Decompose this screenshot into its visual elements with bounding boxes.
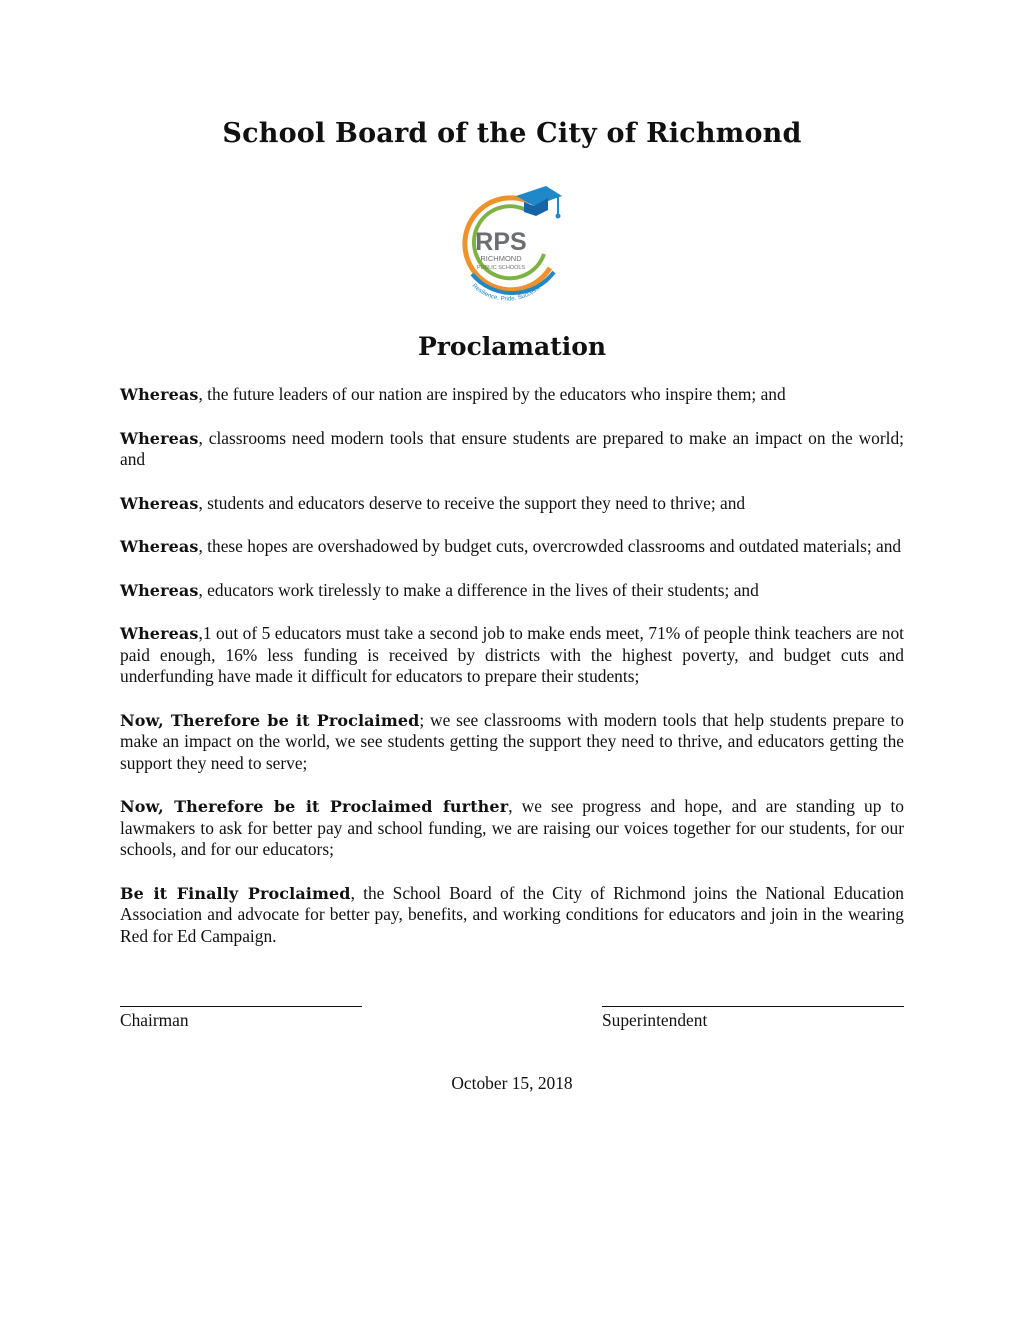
logo-tagline-path: Resilience. Pride. Success. (470, 282, 542, 303)
clause-keyword: Whereas (120, 428, 199, 448)
clause-7 (120, 710, 904, 775)
clause-text: , these hopes are overshadowed by budget cuts, overcrowded classrooms and outdated materials; and (198, 536, 902, 556)
clause-1 (120, 384, 904, 406)
clause-text: ,1 out of 5 educators must take a second job to make ends meet, 71% of people think teachers are not paid enough, 16% less funding is received by districts with the highest poverty, and budget cuts and underfunding have made it difficult for educators to prepare their students; (120, 623, 904, 686)
logo-name-line2: PUBLIC SCHOOLS (476, 265, 526, 271)
clause-text: , we see progress and hope, and are standing up to lawmakers to ask for better pay and school funding, we are raising our voices together for our students, for our schools, and for our educators; (120, 796, 904, 859)
clause-keyword: Whereas (120, 580, 199, 600)
logo-name-line1: RICHMOND (480, 254, 522, 263)
proclamation-date: October 15, 2018 (451, 1073, 573, 1093)
clause-3 (120, 493, 904, 515)
clause-keyword: Whereas (120, 493, 199, 513)
clause-keyword: Whereas (120, 624, 199, 643)
clause-4 (120, 536, 904, 558)
clause-5 (120, 580, 904, 602)
clause-text: , classrooms need modern tools that ensure students are prepared to make an impact on the world; and (120, 427, 904, 469)
superintendent-signature-line (602, 1006, 904, 1007)
chairman-signature-line (120, 1006, 362, 1007)
clause-keyword: Whereas (120, 385, 199, 404)
clause-text: , educators work tirelessly to make a difference in the lives of their students; and (198, 579, 759, 600)
proclamation-heading: Proclamation (417, 332, 607, 361)
proclamation-body (120, 384, 904, 969)
clause-9 (120, 883, 904, 948)
clause-2 (120, 428, 904, 471)
document-title: School Board of the City of Richmond (222, 118, 802, 149)
clause-text: , students and educators deserve to receive the support they need to thrive; and (198, 492, 746, 513)
logo-abbr: RPS (475, 228, 527, 256)
clause-text: ; we see classrooms with modern tools that help students prepare to make an impact on the world, we see students getting the support they need to thrive, and educators getting the support they need to serve; (120, 709, 904, 773)
clause-keyword: Be it Finally Proclaimed (120, 883, 351, 903)
chairman-label: Chairman (120, 1010, 189, 1030)
clause-8 (120, 796, 904, 861)
clause-keyword: Now, Therefore be it Proclaimed further (120, 797, 509, 816)
rps-logo (452, 182, 570, 310)
clause-6 (120, 623, 904, 688)
superintendent-label: Superintendent (602, 1010, 708, 1030)
clause-keyword: Whereas (120, 537, 199, 556)
clause-keyword: Now, Therefore be it Proclaimed (120, 710, 420, 730)
clause-text: , the School Board of the City of Richmond joins the National Education Association and advocate for better pay, benefits, and working conditions for educators and join in the wearing Red for Ed Campaign. (120, 882, 904, 946)
clause-text: , the future leaders of our nation are inspired by the educators who inspire them; and (198, 384, 786, 404)
graduation-cap-icon (516, 186, 562, 219)
